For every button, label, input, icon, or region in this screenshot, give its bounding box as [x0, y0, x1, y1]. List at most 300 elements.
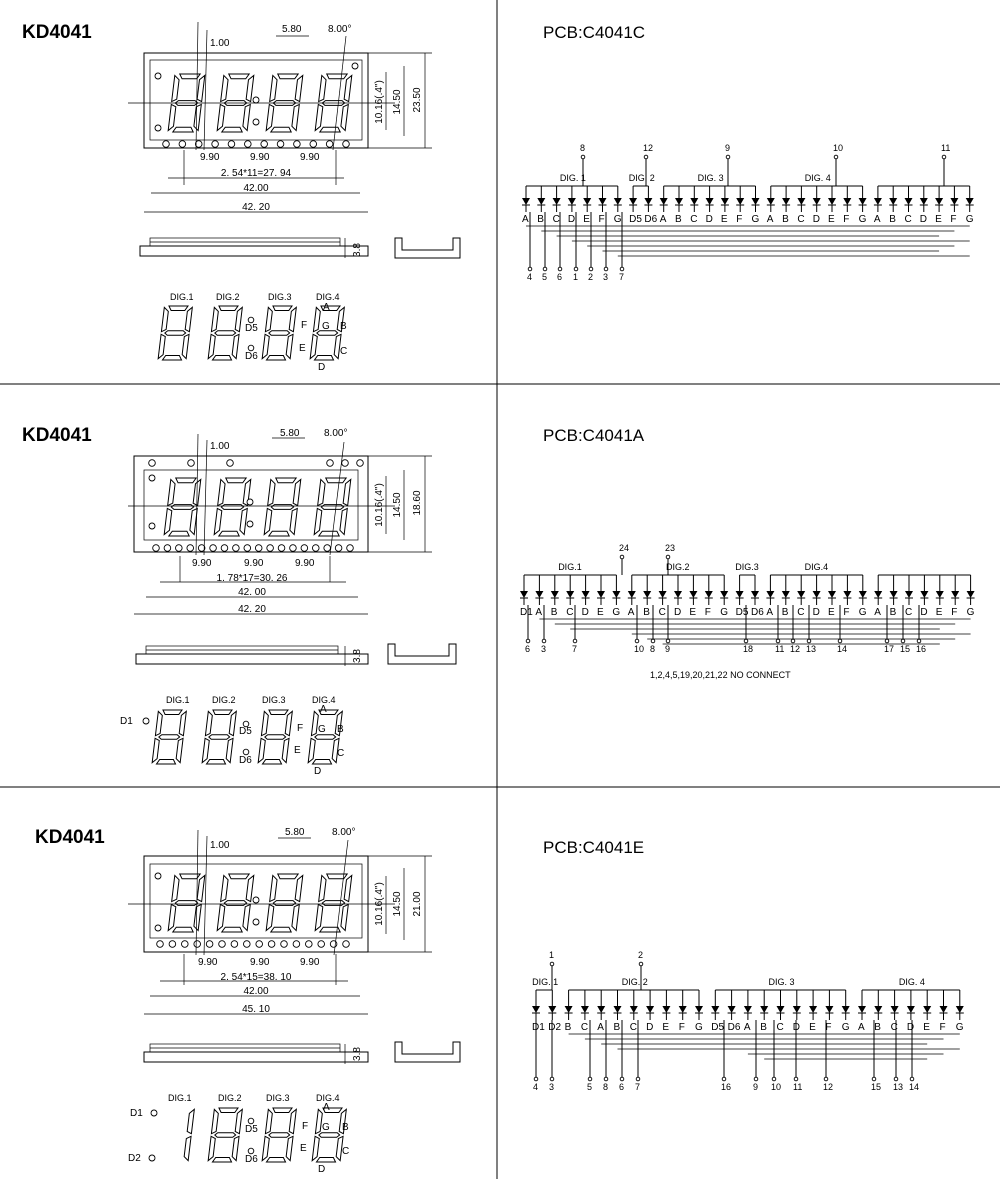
pin-node — [754, 1077, 758, 1081]
segment-label: D — [705, 214, 713, 225]
segment-c — [194, 104, 201, 130]
segment-f — [221, 75, 228, 101]
segment-label: C — [690, 214, 698, 225]
segment-label: E — [828, 607, 835, 618]
diode-icon — [951, 591, 959, 598]
group-label: DIG.4 — [804, 562, 829, 572]
segment-label: D1 — [520, 607, 533, 618]
top-pin-label: 24 — [619, 543, 630, 553]
segment-e — [208, 334, 215, 358]
bottom-pin-label: 10 — [634, 644, 645, 654]
segment-f — [155, 711, 162, 735]
diode-icon — [920, 198, 928, 205]
diode-icon — [599, 198, 607, 205]
height-total: 18.60 — [412, 490, 423, 516]
part-title: KD4041 — [22, 22, 92, 43]
segment-label: B — [782, 214, 789, 225]
digit-label-3: DIG.3 — [262, 695, 286, 705]
segment-label: E — [935, 607, 943, 618]
pin-span: 2. 54*11=27. 94 — [220, 168, 292, 179]
segment-g — [315, 735, 336, 739]
segment-diagram — [158, 292, 347, 373]
dp-dot — [248, 317, 254, 323]
pin-hole — [261, 141, 268, 148]
segment-label: E — [689, 607, 697, 618]
pitch-2: 9.90 — [244, 558, 264, 569]
segment-b — [246, 75, 254, 101]
segment-label: D — [646, 1022, 654, 1033]
seg-label-c: C — [337, 748, 345, 759]
segment-e — [214, 508, 222, 534]
bottom-pin-label: 7 — [635, 1082, 641, 1092]
segment-label: A — [627, 607, 635, 618]
height-digit: 10.16(.4") — [374, 80, 385, 124]
mount-hole — [149, 475, 155, 481]
pin-hole — [164, 545, 171, 552]
width-inner: 42.00 — [243, 986, 269, 997]
pin-hole — [357, 460, 364, 467]
bottom-pin-label: 4 — [533, 1082, 539, 1092]
segment-c — [243, 104, 250, 130]
seg-label-e: E — [300, 1143, 307, 1154]
segment-e — [158, 334, 165, 358]
mount-hole — [149, 523, 155, 529]
diode-icon — [548, 1006, 556, 1013]
dim-slant: 8.00° — [324, 428, 348, 439]
seg-label-c: C — [340, 346, 348, 357]
segment-f — [319, 75, 326, 101]
dim-slant: 8.00° — [328, 24, 352, 35]
height-digit: 10.16(.4") — [374, 483, 385, 527]
diode-icon — [614, 198, 622, 205]
seg-label-d2: D2 — [128, 1153, 141, 1164]
segment-label: C — [904, 214, 912, 225]
pin-node — [581, 155, 585, 159]
segment-d — [271, 127, 291, 132]
segment-g — [273, 901, 295, 906]
pin-node — [574, 267, 578, 271]
dim-digit-width: 5.80 — [285, 827, 305, 838]
segment-diagram — [128, 1093, 349, 1175]
pin-node — [635, 639, 639, 643]
segment-c — [292, 104, 299, 130]
seg-label-d: D — [318, 1164, 326, 1175]
diode-icon — [643, 591, 651, 598]
segment-e — [262, 334, 269, 358]
height-window: 14.50 — [392, 89, 403, 115]
segment-b — [289, 1109, 296, 1133]
panel-2 — [22, 425, 975, 777]
segment-label: D — [919, 214, 928, 225]
seg-label-d: D — [318, 362, 326, 373]
segment-label: D1 — [532, 1022, 545, 1033]
segment-label: C — [658, 607, 666, 618]
pin-hole — [256, 941, 263, 948]
diode-icon — [597, 1006, 605, 1013]
group-label: DIG. 3 — [697, 173, 724, 183]
seg-label-a: A — [320, 704, 327, 715]
group-label: DIG.2 — [666, 562, 690, 572]
side-view — [144, 1042, 460, 1064]
segment-label: B — [889, 214, 896, 225]
pin-hole — [343, 941, 350, 948]
segment-g — [269, 1133, 290, 1137]
segment-b — [197, 75, 205, 101]
segment-label: D — [920, 607, 928, 618]
digit-label-1: DIG.1 — [168, 1093, 192, 1103]
segment-label: D — [812, 214, 820, 225]
diode-icon — [767, 198, 775, 205]
pin-node — [872, 1077, 876, 1081]
segment-label: C — [580, 1022, 589, 1033]
segment-label: A — [659, 214, 667, 225]
segment-d — [266, 1158, 285, 1162]
segment-d — [262, 760, 281, 764]
diode-icon — [630, 1006, 638, 1013]
pin-hole — [194, 941, 201, 948]
segment-label: E — [935, 214, 942, 225]
segment-label: G — [841, 1022, 850, 1033]
pin-node — [543, 267, 547, 271]
pin-node — [528, 267, 532, 271]
segment-a — [169, 306, 188, 310]
height-digit: 10.16(.4") — [374, 882, 385, 926]
dim-segment-width: 1.00 — [210, 840, 230, 851]
seg-label-g: G — [322, 1122, 330, 1133]
segment-d — [314, 356, 333, 360]
segment-c — [240, 508, 247, 534]
diode-icon — [760, 1006, 768, 1013]
dim-slant: 8.00° — [332, 827, 356, 838]
segment-d — [319, 531, 339, 536]
pin-node — [885, 639, 889, 643]
pcb-label: PCB:C4041A — [543, 426, 645, 445]
segment-label: G — [965, 214, 974, 225]
pin-hole — [281, 941, 288, 948]
diode-icon — [721, 198, 729, 205]
diode-icon — [891, 1006, 899, 1013]
pin-hole — [210, 545, 217, 552]
segment-label: D — [674, 607, 682, 618]
pin-node — [917, 639, 921, 643]
bottom-pin-label: 6 — [525, 644, 531, 654]
diode-icon — [905, 591, 913, 598]
diode-icon — [950, 198, 958, 205]
seg-label-a: A — [323, 302, 330, 313]
pin-node — [824, 1077, 828, 1081]
pin-hole — [326, 141, 333, 148]
pin-hole — [306, 941, 313, 948]
pin-node — [910, 1077, 914, 1081]
bottom-pin-label: 1 — [573, 272, 579, 282]
pin-hole — [318, 941, 325, 948]
pin-hole — [255, 545, 262, 552]
seg-label-g: G — [322, 321, 330, 332]
pin-span: 1. 78*17=30. 26 — [216, 573, 288, 584]
diode-icon — [551, 591, 559, 598]
pin-hole — [157, 941, 164, 948]
bottom-pin-label: 5 — [542, 272, 548, 282]
pin-node — [776, 639, 780, 643]
pitch-3: 9.90 — [300, 152, 320, 163]
dim-segment-width: 1.00 — [210, 38, 230, 49]
bottom-pin-label: 7 — [619, 272, 625, 282]
diode-icon — [843, 591, 851, 598]
group-label: DIG. 3 — [768, 977, 795, 987]
diode-icon — [744, 1006, 752, 1013]
pin-hole — [290, 545, 297, 552]
pin-hole — [231, 941, 238, 948]
mount-hole — [155, 125, 161, 131]
seg-label-d6: D6 — [239, 755, 252, 766]
segment-d — [169, 531, 189, 536]
segment-g — [221, 505, 243, 510]
segment-g — [215, 331, 236, 335]
dim-digit-width: 5.80 — [282, 24, 302, 35]
diode-icon — [566, 591, 574, 598]
segment-a — [269, 710, 288, 714]
digit-label-2: DIG.2 — [218, 1093, 242, 1103]
bottom-pin-label: 3 — [549, 1082, 555, 1092]
segment-b — [289, 307, 296, 331]
segment-c — [282, 738, 289, 762]
segment-label: A — [743, 1022, 751, 1033]
segment-f — [313, 307, 320, 331]
panel-3 — [35, 827, 964, 1175]
segment-label: A — [535, 607, 543, 618]
segment-g — [175, 901, 197, 906]
diode-icon — [874, 591, 882, 598]
segment-label: A — [597, 1022, 604, 1033]
pin-hole — [301, 545, 308, 552]
pin-node — [542, 639, 546, 643]
segment-d — [173, 927, 193, 932]
seg-label-b: B — [342, 1122, 349, 1133]
pin-hole — [310, 141, 317, 148]
pin-hole — [182, 941, 189, 948]
segment-f — [221, 875, 228, 901]
segment-diagram — [120, 695, 344, 777]
diode-icon — [660, 198, 668, 205]
segment-label: A — [873, 214, 881, 225]
pitch-1: 9.90 — [200, 152, 220, 163]
pin-node — [550, 1077, 554, 1081]
group-label: DIG. 1 — [532, 977, 559, 987]
seg-label-f: F — [297, 723, 304, 734]
front-view — [128, 428, 432, 615]
segment-e — [315, 104, 323, 130]
segment-label: D5 — [735, 607, 749, 618]
dp-dot — [243, 749, 249, 755]
diode-icon — [674, 591, 682, 598]
segment-c — [232, 334, 239, 358]
segment-d — [156, 760, 175, 764]
bottom-pin-label: 14 — [909, 1082, 920, 1092]
segment-c — [341, 104, 348, 130]
segment-b — [187, 1109, 194, 1133]
segment-label: D — [581, 607, 589, 618]
segment-label: D5 — [629, 214, 642, 225]
segment-c — [290, 508, 297, 534]
diode-icon — [842, 1006, 850, 1013]
diode-icon — [907, 1006, 915, 1013]
diode-icon — [662, 1006, 670, 1013]
bottom-pin-label: 7 — [572, 644, 578, 654]
digit-label-2: DIG.2 — [212, 695, 236, 705]
segment-d — [271, 927, 291, 932]
bottom-pin-label: 9 — [665, 644, 671, 654]
segment-label: B — [760, 1022, 767, 1033]
dp-dot — [248, 345, 254, 351]
segment-g — [269, 331, 290, 335]
diode-icon — [679, 1006, 687, 1013]
segment-label: G — [955, 1022, 964, 1033]
segment-f — [172, 75, 179, 101]
diode-icon — [565, 1006, 573, 1013]
segment-f — [211, 307, 218, 331]
seg-label-a: A — [323, 1102, 330, 1113]
segment-b — [343, 479, 351, 505]
segment-label: B — [643, 607, 650, 618]
segment-g — [215, 1133, 236, 1137]
segment-d — [206, 760, 225, 764]
segment-label: D — [812, 607, 820, 618]
bottom-pin-label: 3 — [541, 644, 547, 654]
mount-hole — [253, 897, 259, 903]
seg-label-f: F — [302, 1121, 309, 1132]
diode-icon — [966, 198, 974, 205]
pin-node — [651, 639, 655, 643]
segment-label: C — [890, 1022, 898, 1033]
diode-icon — [706, 198, 714, 205]
mount-hole — [253, 119, 259, 125]
segment-b — [235, 1109, 242, 1133]
segment-f — [265, 1109, 272, 1133]
width-outer: 45. 10 — [242, 1004, 270, 1015]
top-pin-label: 10 — [833, 143, 844, 153]
segment-label: C — [629, 1022, 638, 1033]
segment-g — [321, 505, 343, 510]
segment-label: F — [736, 214, 743, 225]
segment-g — [159, 735, 180, 739]
diode-icon — [874, 198, 882, 205]
pin-node — [620, 1077, 624, 1081]
dim-digit-width: 5.80 — [280, 428, 300, 439]
segment-a — [219, 1108, 238, 1112]
segment-c — [194, 904, 201, 930]
segment-label: G — [695, 1022, 703, 1033]
segment-g — [224, 901, 246, 906]
bottom-pin-label: 15 — [871, 1082, 882, 1092]
segment-f — [270, 875, 277, 901]
segment-g — [271, 505, 293, 510]
schematic — [522, 143, 974, 282]
mount-hole — [352, 63, 358, 69]
segment-c — [340, 508, 347, 534]
segment-label: E — [662, 1022, 670, 1033]
side-view — [140, 238, 460, 258]
pin-node — [526, 639, 530, 643]
seg-label-d: D — [314, 766, 322, 777]
dp-dot — [248, 1148, 254, 1154]
diode-icon — [782, 591, 790, 598]
mount-hole — [155, 873, 161, 879]
segment-label: B — [889, 607, 897, 618]
diode-icon — [582, 591, 590, 598]
pin-node — [639, 962, 643, 966]
diode-icon — [689, 591, 697, 598]
group-label: DIG. 1 — [559, 173, 586, 183]
segment-e — [168, 104, 176, 130]
segment-label: G — [858, 607, 867, 618]
dim-segment-width: 1.00 — [210, 441, 230, 452]
segment-f — [168, 479, 175, 505]
segment-e — [308, 738, 315, 762]
pin-hole — [312, 545, 319, 552]
part-title: KD4041 — [35, 827, 105, 848]
bottom-pin-label: 6 — [557, 272, 563, 282]
top-pin-label: 2 — [638, 950, 644, 960]
segment-e — [266, 904, 274, 930]
width-inner: 42.00 — [243, 183, 269, 194]
segment-a — [226, 478, 246, 483]
bottom-pin-label: 2 — [588, 272, 594, 282]
bottom-pin-label: 11 — [775, 644, 785, 654]
segment-e — [310, 334, 317, 358]
segment-label: A — [766, 607, 774, 618]
diode-icon — [956, 1006, 964, 1013]
side-view — [136, 644, 456, 666]
segment-e — [217, 904, 225, 930]
diode-icon — [782, 198, 790, 205]
segment-label: D6 — [644, 214, 658, 225]
diode-icon — [711, 1006, 719, 1013]
segment-a — [326, 478, 346, 483]
top-pin-label: 23 — [665, 543, 676, 553]
bottom-pin-label: 15 — [900, 644, 911, 654]
diode-icon — [690, 198, 698, 205]
segment-label: G — [612, 607, 621, 618]
seg-label-d5: D5 — [239, 726, 252, 737]
panel-1 — [22, 22, 974, 373]
pin-hole — [244, 941, 251, 948]
segment-g — [319, 1133, 340, 1137]
segment-label: C — [552, 214, 560, 225]
pitch-1: 9.90 — [192, 558, 212, 569]
segment-b — [293, 479, 301, 505]
segment-f — [319, 875, 326, 901]
pin-hole — [343, 141, 350, 148]
segment-a — [276, 478, 296, 483]
pin-hole — [277, 141, 284, 148]
diode-icon — [535, 591, 543, 598]
diode-icon — [889, 198, 897, 205]
segment-f — [211, 1109, 218, 1133]
segment-label: B — [781, 607, 789, 618]
pin-hole — [176, 545, 183, 552]
diode-icon — [920, 591, 928, 598]
pin-node — [604, 1077, 608, 1081]
segment-a — [219, 306, 238, 310]
group-label: DIG. 4 — [898, 977, 925, 987]
segment-e — [152, 738, 159, 762]
segment-a — [273, 306, 292, 310]
segment-e — [208, 1136, 215, 1160]
segment-e — [314, 508, 322, 534]
segment-label: B — [675, 214, 682, 225]
seg-label-d6: D6 — [245, 1154, 258, 1165]
segment-c — [184, 1136, 191, 1160]
